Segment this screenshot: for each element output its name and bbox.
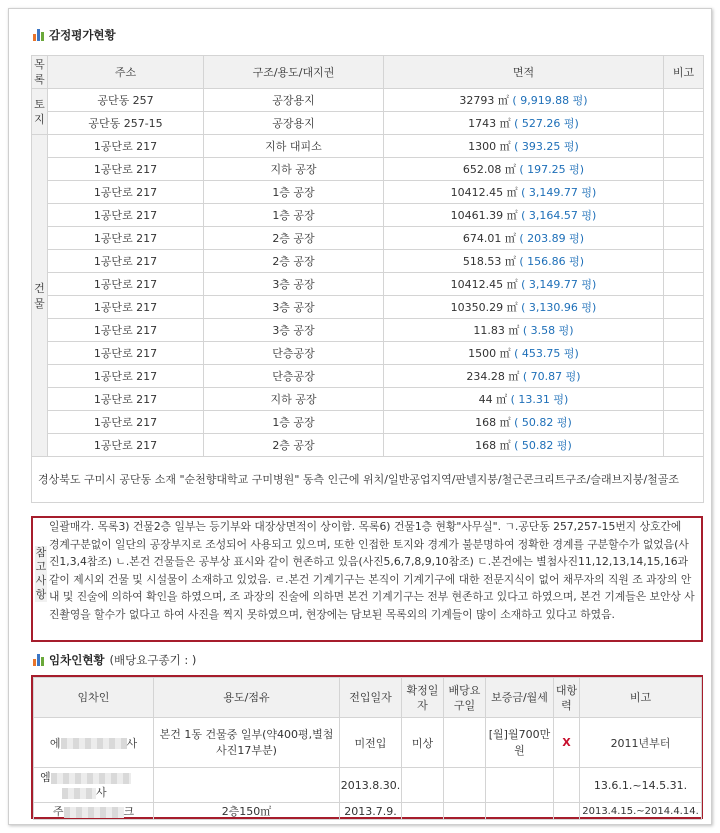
remark-cell [664,158,704,181]
lessee-box [31,675,703,819]
area-pyeong: ( 3,130.96 평) [521,301,597,314]
table-row [32,227,704,250]
area-m2: 518.53 ㎡ [462,255,516,268]
deposit-cell: [월]월700만원 [486,718,554,768]
structure-cell: 공장용지 [204,112,384,135]
tenant-cell [34,768,154,803]
address-cell: 1공단로 217 [48,273,204,296]
table-row [32,204,704,227]
area-cell [384,250,664,273]
area-header: 면적 [384,56,664,89]
use-cell: 본건 1동 건물중 일부(약400평,별첨사진17부분) [154,718,340,768]
move-in-cell: 2013.8.30. [340,768,402,803]
address-cell: 1공단로 217 [48,411,204,434]
lessee-subtitle: (배당요구종기 : ) [109,653,197,667]
lessee-remark-header: 비고 [580,678,702,718]
tenant-prefix: 엠 [40,771,51,784]
area-pyeong: ( 156.86 평) [519,255,585,268]
lessee-remark-cell: 13.6.1.~14.5.31. [580,768,702,803]
area-cell [384,181,664,204]
tenant-prefix: 에 [49,736,61,750]
area-pyeong: ( 50.82 평) [514,416,572,429]
structure-cell: 3층 공장 [204,273,384,296]
structure-cell: 단층공장 [204,342,384,365]
area-cell [384,89,664,112]
dividend-cell [444,768,486,803]
table-row [32,181,704,204]
structure-cell: 지하 공장 [204,388,384,411]
area-cell [384,365,664,388]
area-m2: 1500 ㎡ [468,347,511,360]
opposing-cell [554,768,580,803]
tenant-prefix: 주 [52,805,64,818]
area-m2: 10350.29 ㎡ [450,301,518,314]
appraisal-note: 경상북도 구미시 공단동 소재 "순천향대학교 구미병원" 동측 인근에 위치/일반공업지역/판넬지붕/철근콘크리트구조/슬래브지붕/철골조 [32,457,704,503]
area-cell [384,204,664,227]
building-label: 건물 [32,135,48,457]
lessee-remark-cell: 2011년부터 [580,718,702,768]
area-m2: 234.28 ㎡ [466,370,520,383]
dividend-cell [444,803,486,820]
table-row [34,718,702,768]
fixed-date-cell [402,803,444,820]
area-pyeong: ( 197.25 평) [519,163,585,176]
structure-cell: 1층 공장 [204,411,384,434]
address-cell: 1공단로 217 [48,388,204,411]
structure-cell: 2층 공장 [204,227,384,250]
table-row [32,411,704,434]
address-cell: 1공단로 217 [48,135,204,158]
lessee-remark-cell: 2013.4.15.~2014.4.14. [580,803,702,820]
area-cell [384,273,664,296]
fixed-date-cell: 미상 [402,718,444,768]
bar-chart-icon [33,654,44,666]
table-row [32,434,704,457]
structure-cell: 단층공장 [204,365,384,388]
remark-header: 비고 [664,56,704,89]
remark-cell [664,181,704,204]
appraisal-title: 감정평가현황 [49,28,116,42]
address-cell: 공단동 257 [48,89,204,112]
structure-cell: 2층 공장 [204,434,384,457]
area-pyeong: ( 3,164.57 평) [521,209,597,222]
structure-cell: 3층 공장 [204,319,384,342]
address-cell: 1공단로 217 [48,158,204,181]
deposit-header: 보증금/월세 [486,678,554,718]
area-m2: 10412.45 ㎡ [450,186,518,199]
address-cell: 1공단로 217 [48,227,204,250]
dividend-header: 배당요구일 [444,678,486,718]
address-cell: 1공단로 217 [48,342,204,365]
area-cell [384,135,664,158]
remark-cell [664,388,704,411]
area-cell [384,342,664,365]
address-cell: 1공단로 217 [48,296,204,319]
area-pyeong: ( 453.75 평) [514,347,579,360]
remark-cell [664,365,704,388]
remark-cell [664,89,704,112]
fixed-date-cell [402,768,444,803]
area-m2: 1743 ㎡ [468,117,511,130]
table-row [32,388,704,411]
table-row [32,135,704,158]
area-m2: 10461.39 ㎡ [450,209,518,222]
deposit-cell [486,803,554,820]
remark-cell [664,227,704,250]
structure-cell: 지하 공장 [204,158,384,181]
remark-cell [664,434,704,457]
area-cell [384,112,664,135]
address-header: 주소 [48,56,204,89]
table-row [32,250,704,273]
tenant-cell [34,803,154,820]
tenant-cell [34,718,154,768]
tenant-suffix: 사 [96,786,107,799]
area-pyeong: ( 203.89 평) [519,232,585,245]
page-frame [8,8,712,825]
remark-cell [664,319,704,342]
address-cell: 1공단로 217 [48,365,204,388]
move-in-cell: 2013.7.9. [340,803,402,820]
area-cell [384,158,664,181]
area-m2: 168 ㎡ [475,439,511,452]
table-row [32,365,704,388]
remark-cell [664,112,704,135]
remark-cell [664,296,704,319]
area-m2: 10412.45 ㎡ [450,278,518,291]
address-cell: 1공단로 217 [48,434,204,457]
structure-header: 구조/용도/대지권 [204,56,384,89]
redacted-name [64,807,124,818]
structure-cell: 공장용지 [204,89,384,112]
table-row [32,319,704,342]
table-row [34,803,702,820]
area-pyeong: ( 70.87 평) [522,370,581,383]
area-pyeong: ( 3.58 평) [522,324,574,337]
area-cell [384,319,664,342]
tenant-suffix: 사 [126,736,138,750]
table-row [32,112,704,135]
use-header: 용도/점유 [154,678,340,718]
address-cell: 공단동 257-15 [48,112,204,135]
area-m2: 1300 ㎡ [468,140,511,153]
area-cell [384,434,664,457]
table-row [32,342,704,365]
table-row [32,296,704,319]
table-row [32,273,704,296]
area-pyeong: ( 9,919.88 평) [512,94,588,107]
redacted-name [51,773,131,784]
area-pyeong: ( 13.31 평) [510,393,569,406]
redacted-name [62,788,96,799]
reference-label: 참고사항 [35,546,47,601]
opposing-cell: X [554,718,580,768]
remark-cell [664,342,704,365]
remark-cell [664,250,704,273]
area-pyeong: ( 393.25 평) [514,140,579,153]
bar-chart-icon [33,29,44,41]
address-cell: 1공단로 217 [48,319,204,342]
area-m2: 11.83 ㎡ [473,324,520,337]
area-pyeong: ( 3,149.77 평) [521,186,597,199]
deposit-cell [486,768,554,803]
remark-cell [664,411,704,434]
area-m2: 168 ㎡ [475,416,511,429]
area-cell [384,411,664,434]
area-cell [384,296,664,319]
area-pyeong: ( 3,149.77 평) [521,278,597,291]
remark-cell [664,273,704,296]
opposing-cell [554,803,580,820]
area-cell [384,388,664,411]
reference-box [31,516,703,642]
area-pyeong: ( 527.26 평) [514,117,579,130]
dividend-cell [444,718,486,768]
address-cell: 1공단로 217 [48,181,204,204]
use-cell: 2층150㎡ [154,803,340,820]
table-row [32,89,704,112]
structure-cell: 지하 대피소 [204,135,384,158]
area-cell [384,227,664,250]
area-m2: 674.01 ㎡ [462,232,516,245]
appraisal-header-row [32,56,704,89]
structure-cell: 3층 공장 [204,296,384,319]
reference-text: 일괄매각. 목록3) 건물2층 일부는 등기부와 대장상면적이 상이함. 목록6) 건물1층 현황"사무실". ㄱ.공단동 257,257-15번지 상호간에 경계구분없이 일단의 공장부지로 조성되어 사용되고 있으며, 또한 인접한 토지와 경계가 불분명하여 정확한 경계를 구분할수가 없었음(사진1,3,4참조) ㄴ.본건 건물들은 공부상 표시와 같이 현존하고 있음(사진5,6,7,8,9,10참조) ㄷ.본건에는 별첨사진11,12,13,14,15,16과 같이 제시외 건물 및 시설물이 소재하고 있었음. ㄹ.본건 기계기구는 본직이 기계기구에 대한 전문지식이 없어 채무자의 직원 조 과장의 안내 및 진술에 의하여 확인을 하였으며, 조 과장의 진술에 의하면 본건 기계기구는 전부 현존하고 있다고 하였으며, 본건 기계들은 보안상 사진촬영을 할수가 없다고 하여 사진을 찍지 못하였으며, 현장에는 담보된 목록외의 기계들이 많이 소재하고 있다고 하였음. [49,520,695,621]
opposing-header: 대항력 [554,678,580,718]
structure-cell: 1층 공장 [204,204,384,227]
area-m2: 32793 ㎡ [459,94,509,107]
remark-cell [664,204,704,227]
redacted-name [61,738,127,749]
structure-cell: 2층 공장 [204,250,384,273]
table-row [32,158,704,181]
appraisal-section-title [33,27,116,43]
fixed-date-header: 확정일자 [402,678,444,718]
tenant-suffix: 크 [123,805,135,818]
item-no-header: 목록 [32,56,48,89]
area-pyeong: ( 50.82 평) [514,439,572,452]
appraisal-table [31,55,704,503]
structure-cell: 1층 공장 [204,181,384,204]
lessee-title: 임차인현황 [49,653,105,667]
move-in-header: 전입일자 [340,678,402,718]
address-cell: 1공단로 217 [48,204,204,227]
appraisal-note-row [32,457,704,503]
use-cell [154,768,340,803]
area-m2: 652.08 ㎡ [462,163,516,176]
area-m2: 44 ㎡ [478,393,508,406]
tenant-header: 임차인 [34,678,154,718]
remark-cell [664,135,704,158]
address-cell: 1공단로 217 [48,250,204,273]
table-row [34,768,702,803]
land-label: 토지 [32,89,48,135]
lessee-table [33,677,702,820]
move-in-cell: 미전입 [340,718,402,768]
lessee-header-row [34,678,702,718]
lessee-section-title [33,652,196,668]
